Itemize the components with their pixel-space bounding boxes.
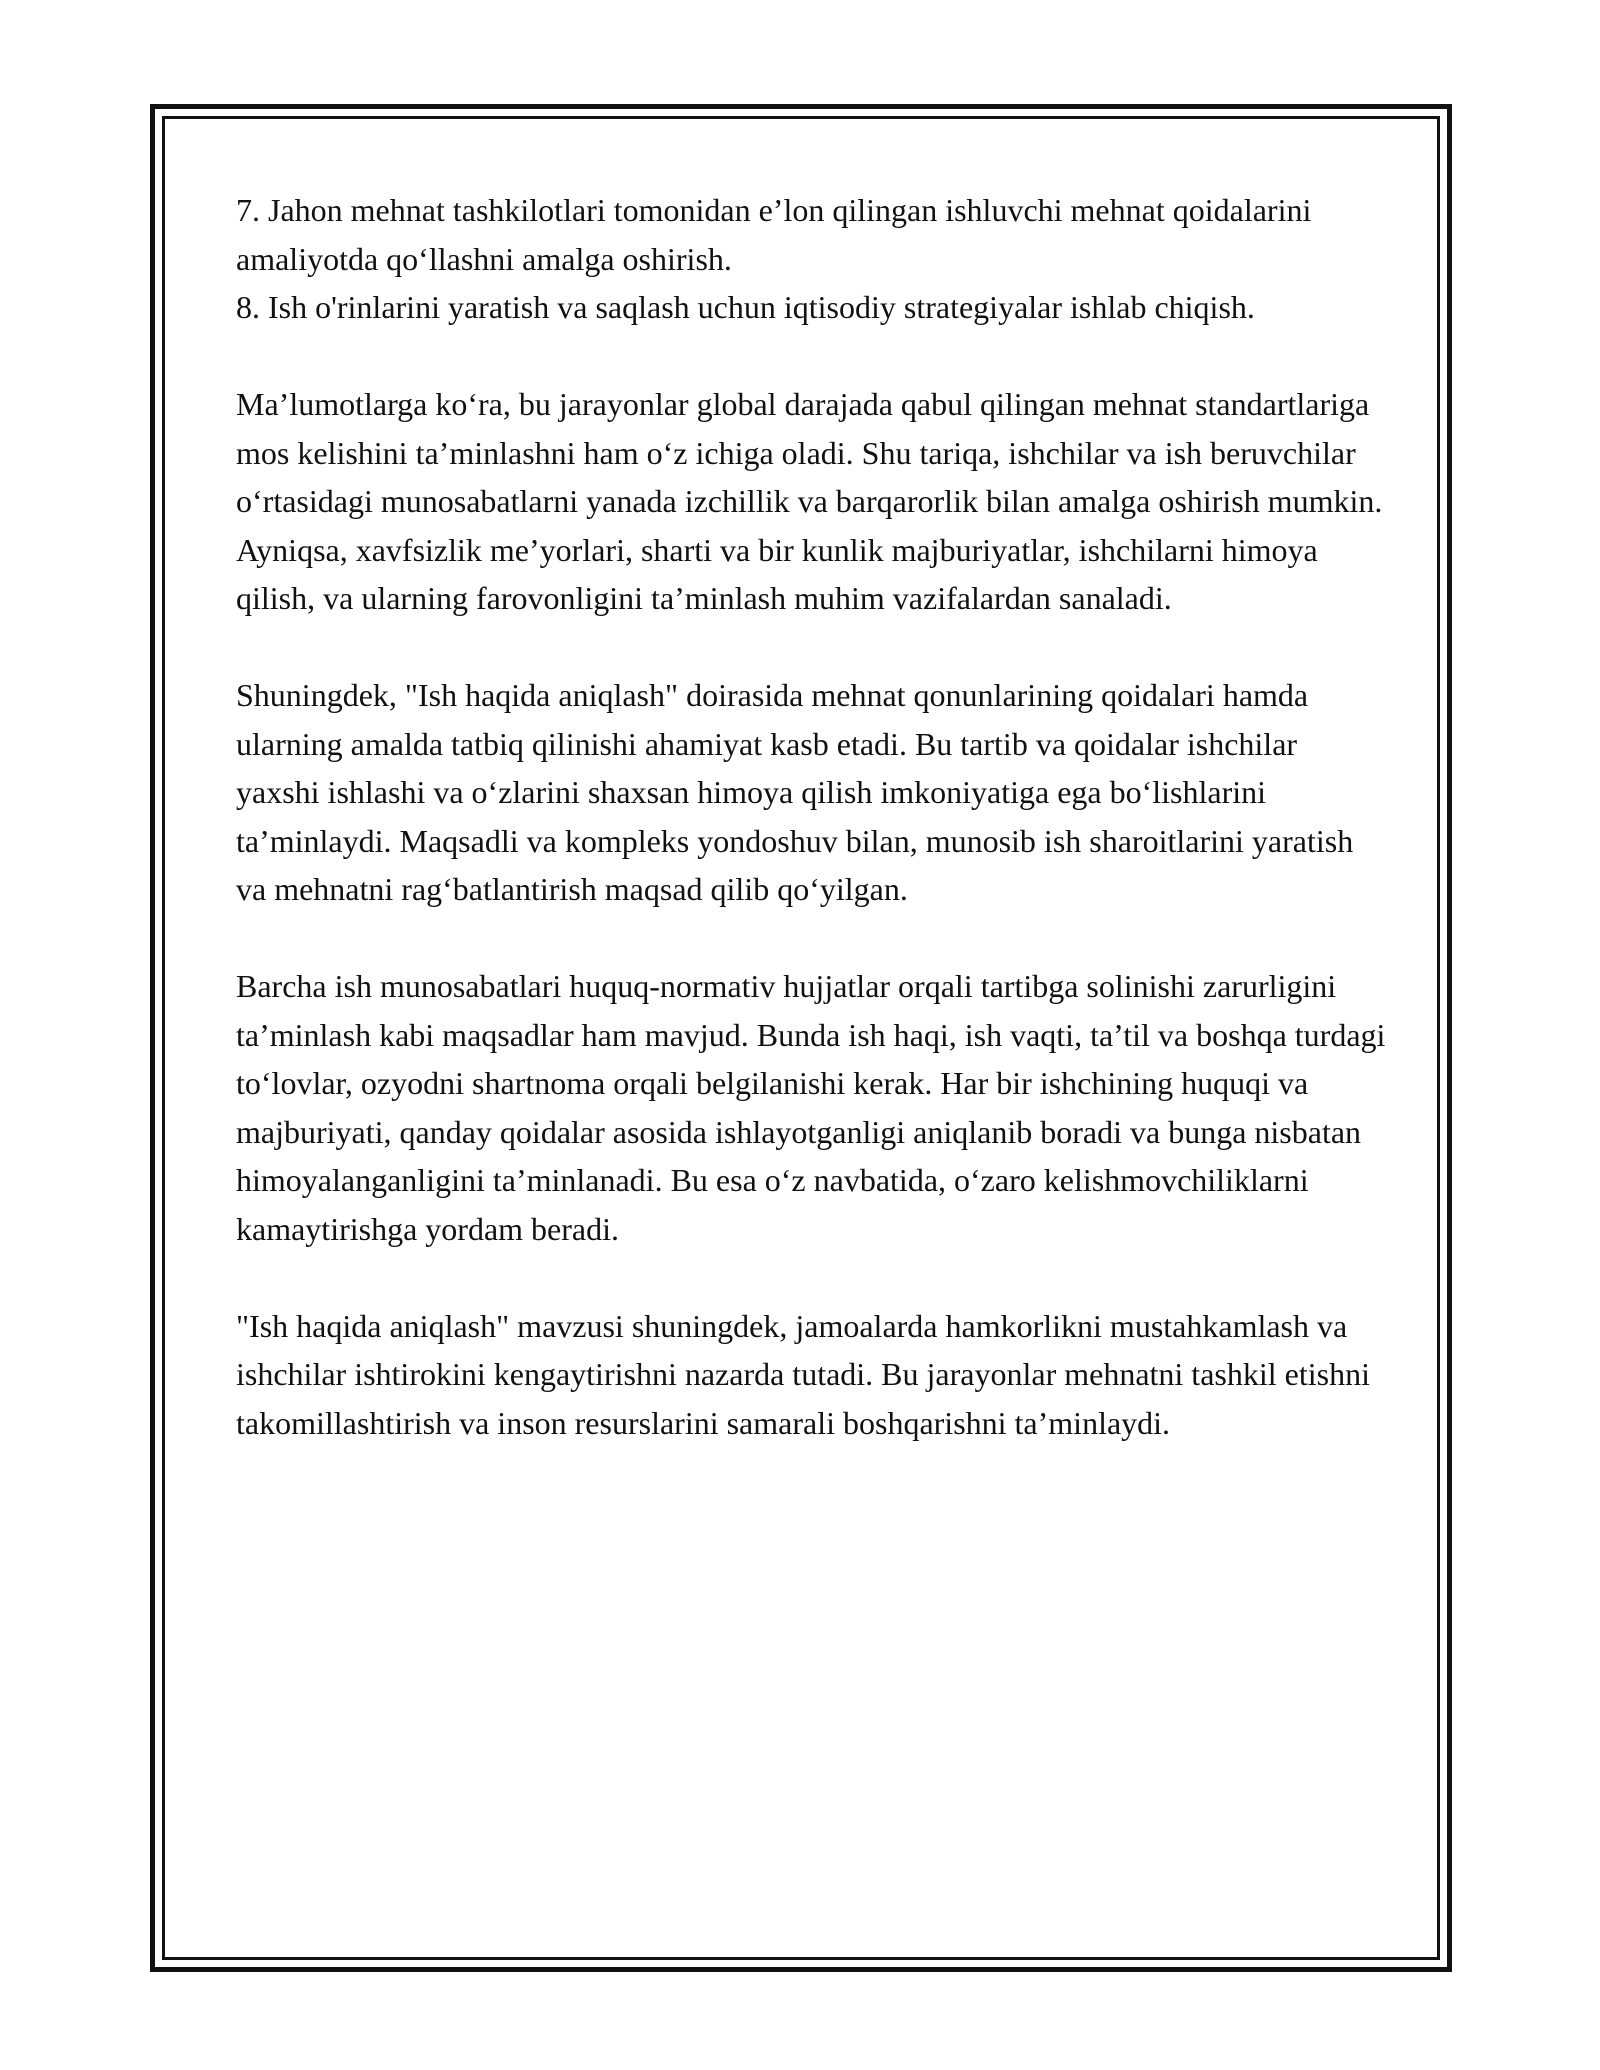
- list-item-8: 8. Ish o'rinlarini yaratish va saqlash uchun iqtisodiy strategiyalar ishlab chiqish.: [236, 289, 1255, 325]
- paragraph-2: Shuningdek, "Ish haqida aniqlash" doirasida mehnat qonunlarining qoidalari hamda ularning amalda tatbiq qilinishi ahamiyat kasb etadi. Bu tartib va qoidalar ishchilar yaxshi ishlashi va o‘zlarini shaxsan himoya qilish imkoniyatiga ega bo‘lishlarini ta’minlaydi. Maqsadli va kompleks yondoshuv bilan, munosib ish sharoitlarini yaratish va mehnatni rag‘batlantirish maqsad qilib qo‘yilgan.: [236, 677, 1354, 907]
- paragraph-1: Ma’lumotlarga ko‘ra, bu jarayonlar global darajada qabul qilingan mehnat standartlariga mos kelishini ta’minlashni ham o‘z ichiga oladi. Shu tariqa, ishchilar va ish beruvchilar o‘rtasidagi munosabatlarni yanada izchillik va barqarorlik bilan amalga oshirish mumkin. Ayniqsa, xavfsizlik me’yorlari, sharti va bir kunlik majburiyatlar, ishchilarni himoya qilish, va ularning farovonligini ta’minlash muhim vazifalardan sanaladi.: [236, 386, 1383, 616]
- paragraph-3: Barcha ish munosabatlari huquq-normativ hujjatlar orqali tartibga solinishi zarurligini ta’minlash kabi maqsadlar ham mavjud. Bunda ish haqi, ish vaqti, ta’til va boshqa turdagi to‘lovlar, ozyodni shartnoma orqali belgilanishi kerak. Har bir ishchining huquqi va majburiyati, qanday qoidalar asosida ishlayotganligi aniqlanib boradi va bunga nisbatan himoyalanganligini ta’minlanadi. Bu esa o‘z navbatida, o‘zaro kelishmovchiliklarni kamaytirishga yordam beradi.: [236, 968, 1386, 1247]
- document-body: [236, 186, 1386, 1447]
- list-item-7: 7. Jahon mehnat tashkilotlari tomonidan e’lon qilingan ishluvchi mehnat qoidalarini amaliyotda qo‘llashni amalga oshirish.: [236, 192, 1312, 277]
- paragraph-4: "Ish haqida aniqlash" mavzusi shuningdek, jamoalarda hamkorlikni mustahkamlash va ishchilar ishtirokini kengaytirishni nazarda tutadi. Bu jarayonlar mehnatni tashkil etishni takomillashtirish va inson resurslarini samarali boshqarishni ta’minlaydi.: [236, 1307, 1370, 1441]
